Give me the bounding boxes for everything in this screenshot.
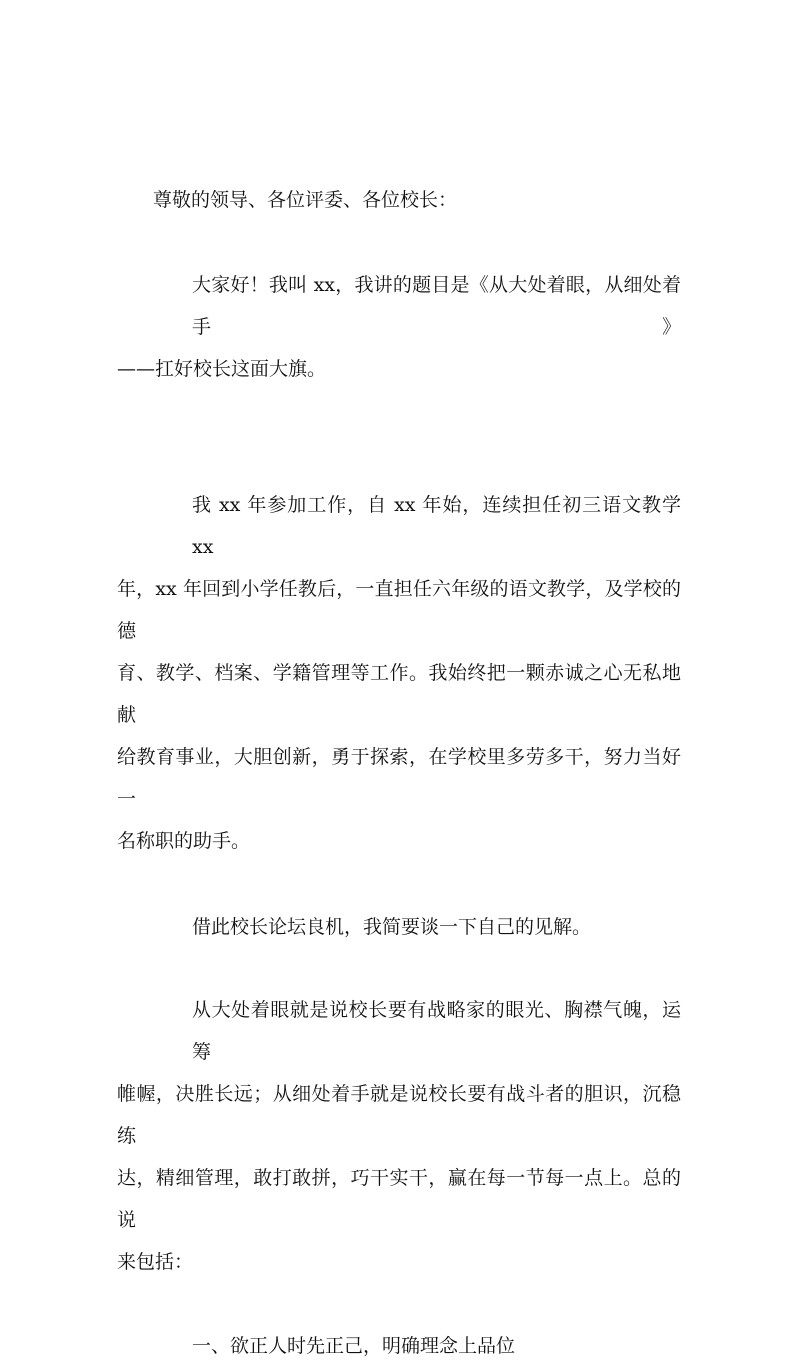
paragraph-line: 达，精细管理，敢打敢拼，巧干实干，赢在每一节每一点上。总的说: [117, 1167, 681, 1231]
paragraph-greeting: [117, 264, 681, 390]
paragraph-line: 我 xx 年参加工作，自 xx 年始，连续担任初三语文教学 xx: [192, 494, 681, 558]
paragraph-line: 育、教学、档案、学籍管理等工作。我始终把一颗赤诚之心无私地献: [117, 662, 681, 726]
paragraph-line: 借此校长论坛良机，我简要谈一下自己的见解。: [192, 916, 592, 938]
paragraph-line: 给教育事业，大胆创新，勇于探索，在学校里多劳多干，努力当好一: [117, 746, 681, 810]
salutation: [117, 179, 681, 221]
paragraph-line: 来包括：: [117, 1251, 194, 1273]
salutation-text: 尊敬的领导、各位评委、各位校长：: [153, 189, 458, 211]
paragraph-line: ——扛好校长这面大旗。: [117, 358, 327, 380]
section-heading-text: 一、欲正人时先正己，明确理念上品位: [192, 1335, 516, 1357]
paragraph-line: 大家好！我叫 xx，我讲的题目是《从大处着眼，从细处着手》: [192, 274, 681, 338]
paragraph-line: 名称职的助手。: [117, 830, 251, 852]
paragraph-line: 年，xx 年回到小学任教后，一直担任六年级的语文教学，及学校的德: [117, 578, 681, 642]
paragraph-line: 从大处着眼就是说校长要有战略家的眼光、胸襟气魄，运筹: [192, 999, 681, 1063]
paragraph-intro: [117, 906, 681, 948]
paragraph-thesis: [117, 989, 681, 1283]
paragraph-background: [117, 484, 681, 862]
section-heading-1: [117, 1325, 681, 1367]
paragraph-line: 帷幄，决胜长远；从细处着手就是说校长要有战斗者的胆识，沉稳练: [117, 1083, 681, 1147]
